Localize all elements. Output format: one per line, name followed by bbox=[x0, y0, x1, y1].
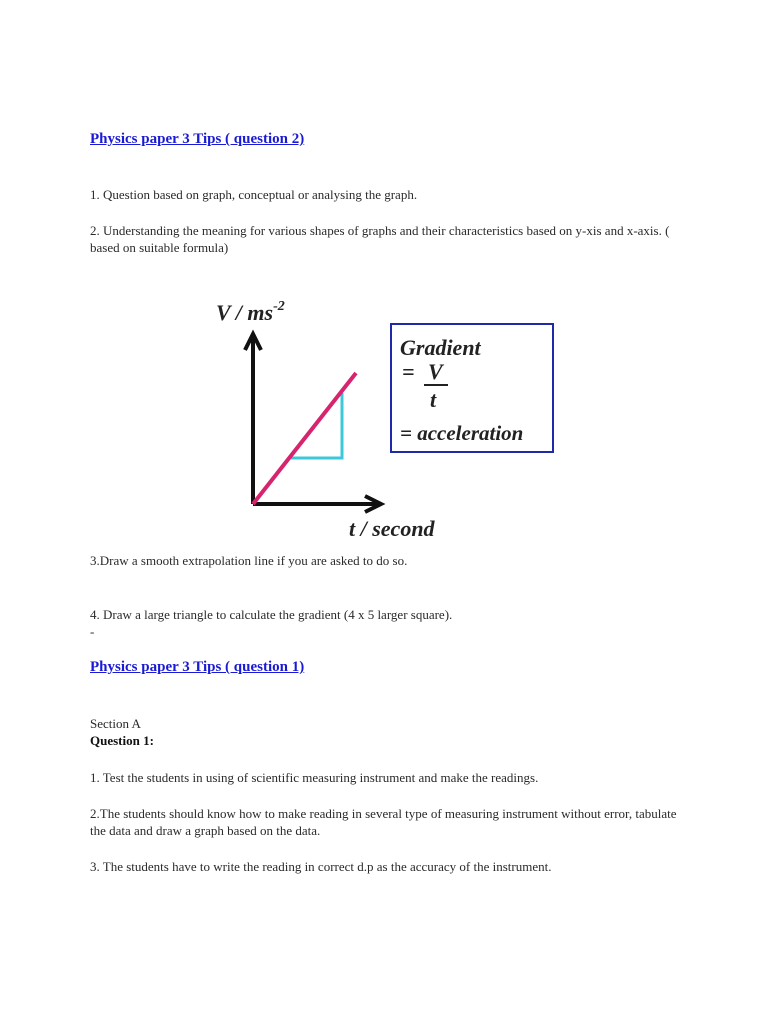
section-label: Section A bbox=[90, 716, 141, 731]
numerator-v: V bbox=[428, 359, 443, 384]
gradient-title: Gradient bbox=[400, 335, 481, 360]
heading-link-question-1[interactable]: Physics paper 3 Tips ( question 1) bbox=[90, 659, 305, 675]
q1-point-2: 2.The students should know how to make reading in several type of measuring instrument without error, tabulate the data and draw a graph based on the data. bbox=[90, 806, 677, 838]
dash-separator: - bbox=[90, 624, 95, 639]
heading-link-question-2[interactable]: Physics paper 3 Tips ( question 2) bbox=[90, 131, 305, 147]
q2-point-4: 4. Draw a large triangle to calculate the gradient (4 x 5 larger square). bbox=[90, 607, 453, 622]
q1-point-3: 3. The students have to write the reading in correct d.p as the accuracy of the instrument. bbox=[90, 859, 552, 874]
x-axis-label: t / second bbox=[349, 516, 435, 541]
q1-point-1: 1. Test the students in using of scientific measuring instrument and make the readings. bbox=[90, 770, 539, 785]
q2-point-3: 3.Draw a smooth extrapolation line if you are asked to do so. bbox=[90, 553, 408, 568]
y-axis-label: V / $ms^{-2}$ bbox=[216, 298, 285, 325]
denominator-t: t bbox=[430, 387, 437, 412]
fraction-bar bbox=[424, 384, 448, 386]
gradient-formula-box bbox=[390, 323, 554, 453]
acceleration-result: = acceleration bbox=[400, 421, 524, 445]
q2-point-1: 1. Question based on graph, conceptual or analysing the graph. bbox=[90, 187, 418, 202]
q2-point-2: 2. Understanding the meaning for various shapes of graphs and their characteristics based on y-xis and x-axis. ( based on suitable formula) bbox=[90, 223, 670, 255]
question-label: Question 1: bbox=[90, 733, 154, 748]
equals-sign: = bbox=[402, 359, 415, 384]
